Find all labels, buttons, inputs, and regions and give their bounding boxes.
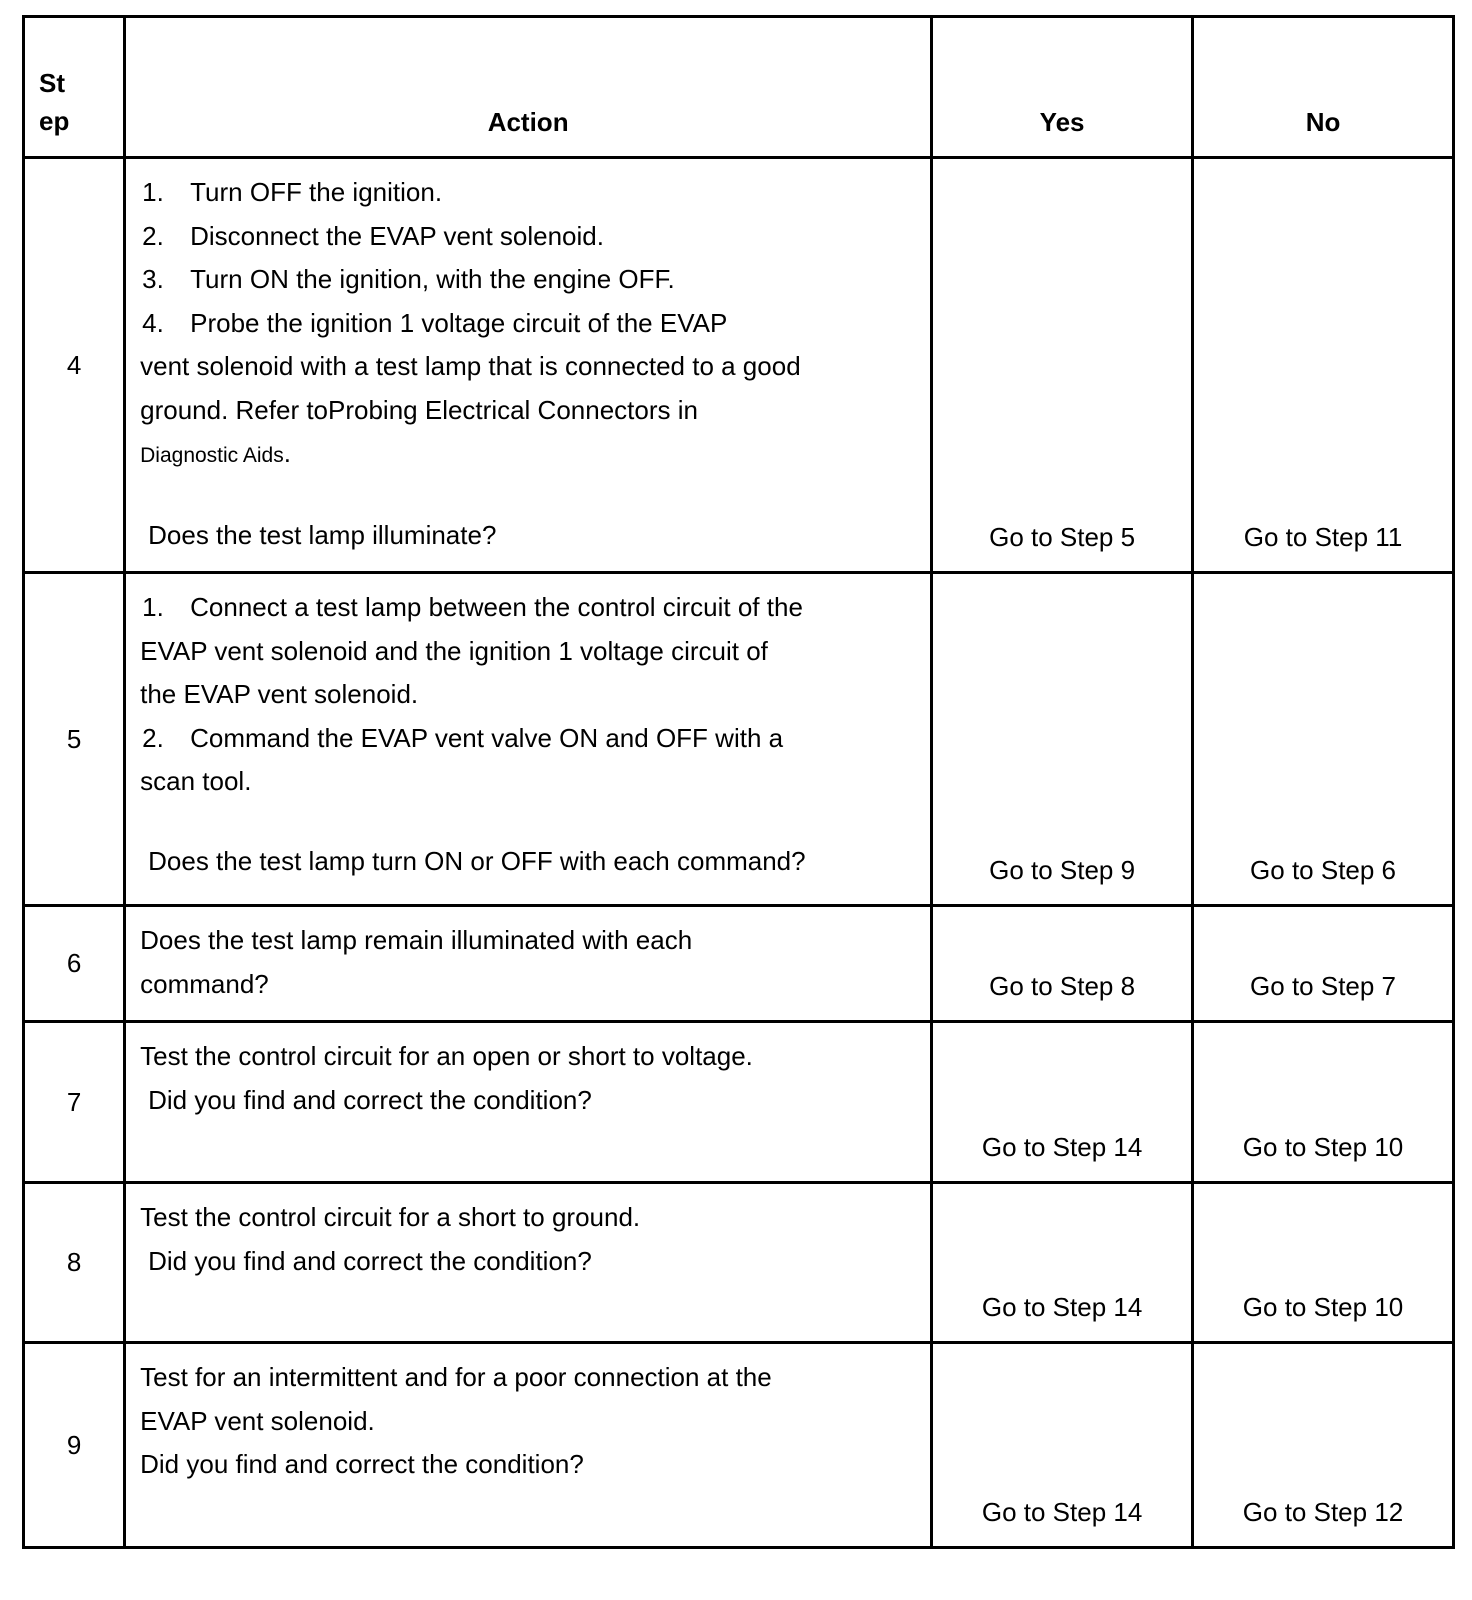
action-line: Does the test lamp remain illuminated with each xyxy=(140,925,693,955)
action-cell xyxy=(125,906,932,1022)
no-answer: Go to Step 10 xyxy=(1193,1022,1454,1183)
no-answer: Go to Step 7 xyxy=(1193,906,1454,1022)
action-line: Test the control circuit for a short to ground. xyxy=(140,1202,641,1232)
table-row xyxy=(24,906,1454,1022)
yes-answer: Go to Step 14 xyxy=(932,1343,1193,1548)
no-answer: Go to Step 6 xyxy=(1193,573,1454,906)
step-number: 8 xyxy=(24,1183,125,1343)
action-line: ground. Refer toProbing Electrical Connectors in xyxy=(140,394,698,425)
action-cell xyxy=(125,1343,932,1548)
question: Did you find and correct the condition? xyxy=(148,1084,592,1115)
action-cell xyxy=(125,573,932,906)
action-line: the EVAP vent solenoid. xyxy=(140,679,419,709)
action-line: 1. Turn OFF the ignition. xyxy=(142,177,443,207)
yes-answer: Go to Step 9 xyxy=(932,573,1193,906)
header-row xyxy=(24,17,1454,158)
action-line: Test the control circuit for an open or short to voltage. xyxy=(140,1041,753,1071)
action-cell xyxy=(125,1022,932,1183)
action-cell xyxy=(125,1183,932,1343)
no-answer: Go to Step 10 xyxy=(1193,1183,1454,1343)
question: Did you find and correct the condition? xyxy=(140,1449,584,1479)
action-line: Diagnostic Aids. xyxy=(140,438,291,468)
table-row xyxy=(24,1183,1454,1343)
no-header: No xyxy=(1193,17,1454,158)
action-cell xyxy=(125,158,932,573)
table-row xyxy=(24,1022,1454,1183)
no-answer: Go to Step 11 xyxy=(1193,158,1454,573)
action-line: 2. Command the EVAP vent valve ON and OFF with a xyxy=(142,722,784,753)
action-line: 4. Probe the ignition 1 voltage circuit of the EVAP xyxy=(142,307,728,338)
action-line: 1. Connect a test lamp between the control circuit of the xyxy=(142,592,803,622)
question: Does the test lamp turn ON or OFF with each command? xyxy=(148,845,806,876)
step-header: St ep xyxy=(24,17,125,158)
action-line: Test for an intermittent and for a poor connection at the xyxy=(140,1362,772,1392)
yes-header: Yes xyxy=(932,17,1193,158)
yes-answer: Go to Step 14 xyxy=(932,1022,1193,1183)
action-line: EVAP vent solenoid and the ignition 1 voltage circuit of xyxy=(140,635,768,666)
yes-answer: Go to Step 5 xyxy=(932,158,1193,573)
diagnostic-aids-ref: Diagnostic Aids xyxy=(140,444,284,467)
question: Did you find and correct the condition? xyxy=(148,1245,592,1276)
no-answer: Go to Step 12 xyxy=(1193,1343,1454,1548)
action-header: Action xyxy=(125,17,932,158)
step-number: 9 xyxy=(24,1343,125,1548)
yes-answer: Go to Step 14 xyxy=(932,1183,1193,1343)
yes-answer: Go to Step 8 xyxy=(932,906,1193,1022)
table-row xyxy=(24,573,1454,906)
action-line: command? xyxy=(140,968,269,999)
action-line: vent solenoid with a test lamp that is connected to a good xyxy=(140,351,801,381)
action-line: 2. Disconnect the EVAP vent solenoid. xyxy=(142,220,604,251)
table-row xyxy=(24,1343,1454,1548)
step-number: 5 xyxy=(24,573,125,906)
question: Does the test lamp illuminate? xyxy=(148,519,497,550)
step-number: 6 xyxy=(24,906,125,1022)
step-number: 4 xyxy=(24,158,125,573)
diagnostic-table xyxy=(22,15,1455,1549)
action-line: scan tool. xyxy=(140,766,252,796)
action-line: EVAP vent solenoid. xyxy=(140,1405,375,1436)
action-line: 3. Turn ON the ignition, with the engine OFF. xyxy=(142,264,675,294)
step-number: 7 xyxy=(24,1022,125,1183)
table-row xyxy=(24,158,1454,573)
